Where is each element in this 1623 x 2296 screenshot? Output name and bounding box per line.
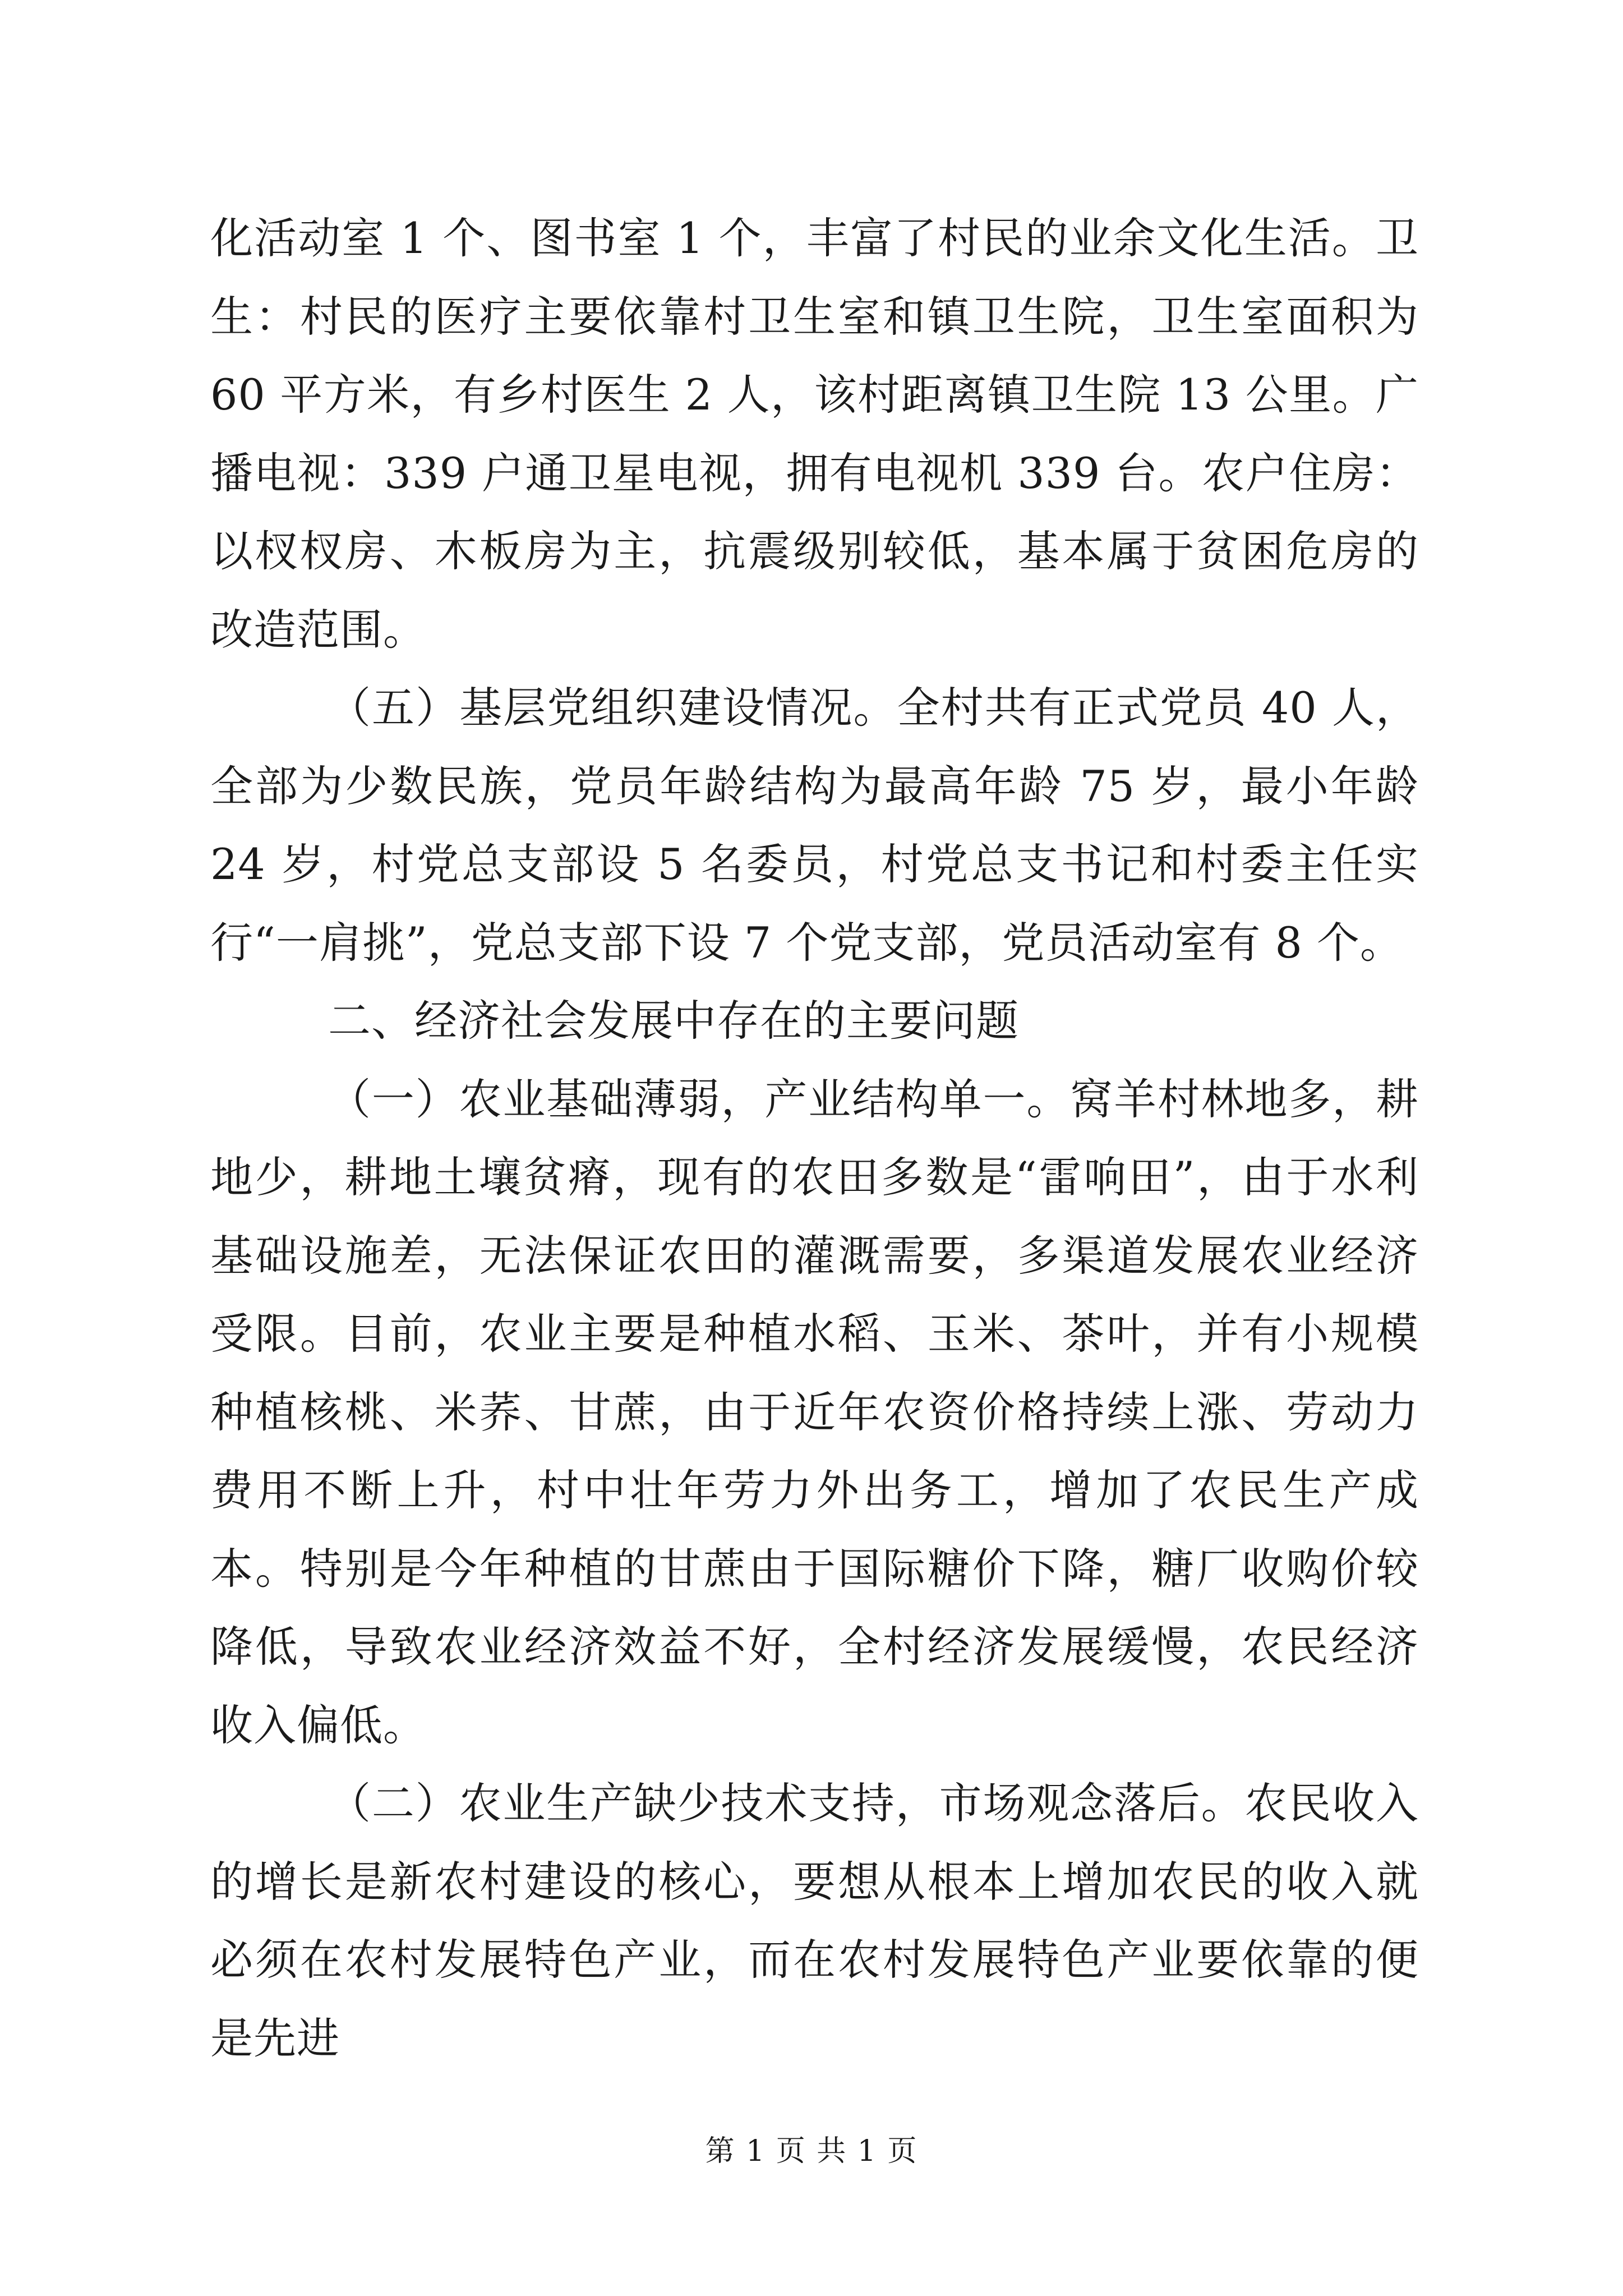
- paragraph-party-organization: （五）基层党组织建设情况。全村共有正式党员 40 人，全部为少数民族，党员年龄结构为最高年龄 75 岁，最小年龄 24 岁，村党总支部设 5 名委员，村党总支书记和村委主任实行“一肩挑”，党总支部下设 7 个党支部，党员活动室有 8 个。: [210, 683, 1419, 968]
- page-footer: 第 1 页 共 1 页: [705, 2134, 918, 2168]
- section-heading-main-problems: 二、经济社会发展中存在的主要问题: [328, 996, 1019, 1046]
- paragraph-culture-health-housing: 化活动室 1 个、图书室 1 个，丰富了村民的业余文化生活。卫生：村民的医疗主要依靠村卫生室和镇卫生院，卫生室面积为 60 平方米，有乡村医生 2 人，该村距离镇卫生院 13 公里。广播电视：339 户通卫星电视，拥有电视机 339 台。农户住房：以杈杈房、木板房为主，抗震级别较低，基本属于贫困危房的改造范围。: [210, 213, 1419, 655]
- document-body: [210, 199, 1419, 2077]
- paragraph-lack-of-technology: （二）农业生产缺少技术支持，市场观念落后。农民收入的增长是新农村建设的核心，要想从根本上增加农民的收入就必须在农村发展特色产业，而在农村发展特色产业要依靠的便是先进: [210, 1778, 1419, 2063]
- paragraph-weak-agriculture: （一）农业基础薄弱，产业结构单一。窝羊村林地多，耕地少，耕地土壤贫瘠，现有的农田多数是“雷响田”，由于水利基础设施差，无法保证农田的灌溉需要，多渠道发展农业经济受限。目前，农业主要是种植水稻、玉米、茶叶，并有小规模种植核桃、米荞、甘蔗，由于近年农资价格持续上涨、劳动力费用不断上升，村中壮年劳力外出务工，增加了农民生产成本。特别是今年种植的甘蔗由于国际糖价下降，糖厂收购价较降低，导致农业经济效益不好，全村经济发展缓慢，农民经济收入偏低。: [210, 1074, 1419, 1750]
